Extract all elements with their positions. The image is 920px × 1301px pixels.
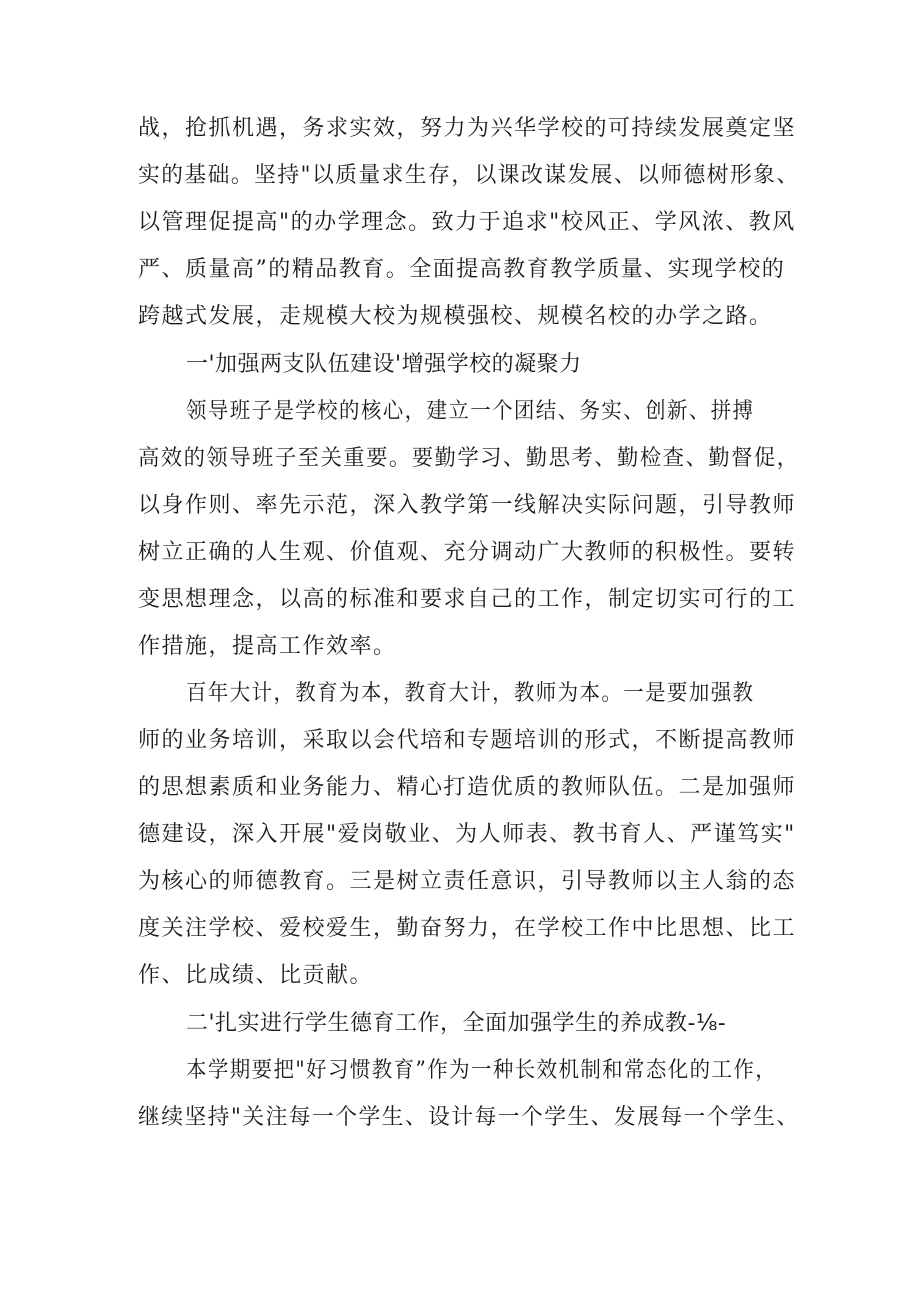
section-heading: 二'扎实进行学生德育工作，全面加强学生的养成教-⅛- [186, 1011, 727, 1036]
body-text-line: 德建设，深入开展"爱岗敬业、为人师表、教书育人、严谨笃实" [138, 822, 796, 847]
body-text-line: 树立正确的人生观、价值观、充分调动广大教师的积极性。要转 [138, 540, 797, 565]
body-text-line: 作、比成绩、比贡献。 [138, 963, 374, 988]
body-text-line: 继续坚持"关注每一个学生、设计每一个学生、发展每一个学生、 [138, 1105, 800, 1130]
body-text-line: 以身作则、率先示范，深入教学第一线解决实际问题，引导教师 [138, 493, 797, 518]
body-text-line: 严、质量高”的精品教育。全面提高教育教学质量、实现学校的 [138, 257, 786, 282]
body-text-line: 以管理促提高"的办学理念。致力于追求"校风正、学风浓、教风 [138, 210, 796, 235]
body-text-line: 作措施，提高工作效率。 [138, 634, 397, 659]
body-text-line: 的思想素质和业务能力、精心打造优质的教师队伍。二是加强师 [138, 775, 797, 800]
body-text-line: 为核心的师德教育。三是树立责任意识，引导教师以主人翁的态 [138, 869, 797, 894]
body-text-line: 战，抢抓机遇，务求实效，努力为兴华学校的可持续发展奠定坚 [138, 116, 797, 141]
body-text-line: 高效的领导班子至关重要。要勤学习、勤思考、勤检查、勤督促， [138, 446, 800, 471]
body-text-line: 度关注学校、爱校爱生，勤奋努力，在学校工作中比思想、比工 [138, 916, 797, 941]
body-text-line: 本学期要把"好习惯教育”作为一种长效机制和常态化的工作， [186, 1058, 778, 1083]
body-text-line: 领导班子是学校的核心，建立一个团结、务实、创新、拼搏 [186, 399, 755, 424]
body-text-line: 变思想理念，以高的标准和要求自己的工作，制定切实可行的工 [138, 587, 797, 612]
section-heading: 一'加强两支队伍建设'增强学校的凝聚力 [186, 352, 582, 377]
body-text-line: 师的业务培训，采取以会代培和专题培训的形式，不断提高教师 [138, 728, 797, 753]
body-text-line: 百年大计，教育为本，教育大计，教师为本。一是要加强教 [186, 681, 755, 706]
body-text-line: 跨越式发展，走规模大校为规模强校、规模名校的办学之路。 [138, 304, 773, 329]
body-text-line: 实的基础。坚持"以质量求生存，以课改谋发展、以师德树形象、 [138, 163, 800, 188]
